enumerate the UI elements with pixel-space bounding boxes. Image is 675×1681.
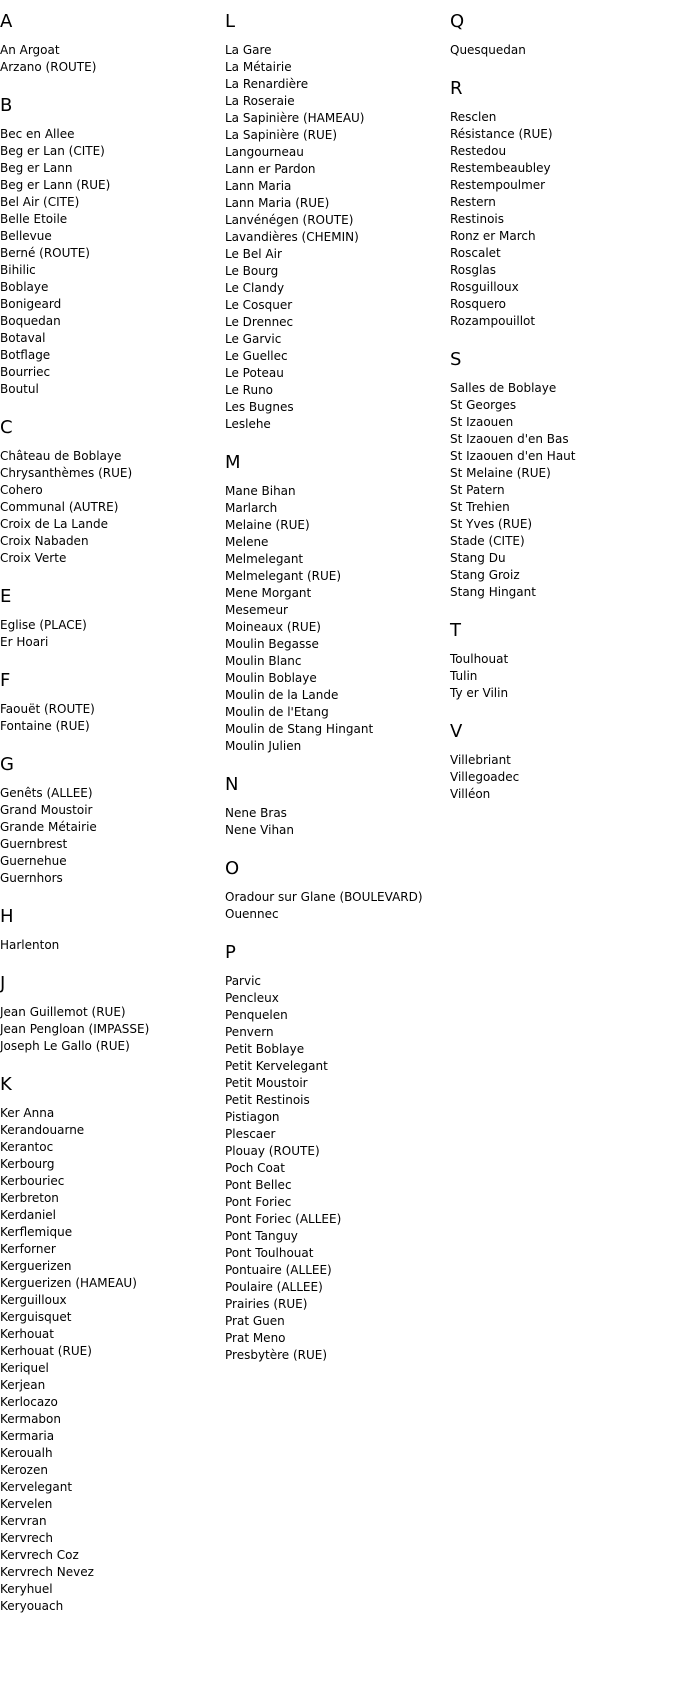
section-letter-heading: M xyxy=(225,452,241,473)
section-letter-heading: P xyxy=(225,942,236,963)
street-list-item[interactable]: Petit Moustoir xyxy=(225,1076,308,1090)
street-list-item[interactable]: Presbytère (RUE) xyxy=(225,1348,328,1362)
street-list-item[interactable]: La Sapinière (HAMEAU) xyxy=(225,111,365,125)
street-list xyxy=(450,752,670,803)
street-list xyxy=(0,126,220,398)
street-list-item[interactable]: Restern xyxy=(450,195,496,209)
street-list-item[interactable]: Salles de Boblaye xyxy=(450,381,557,395)
street-list-item[interactable]: La Sapinière (RUE) xyxy=(225,128,338,142)
street-list-item[interactable]: Kervrech Nevez xyxy=(0,1565,94,1579)
letter-section xyxy=(0,418,220,567)
street-list-item[interactable]: Croix Verte xyxy=(0,551,67,565)
street-list-item[interactable]: Rosguilloux xyxy=(450,280,519,294)
section-letter-heading: R xyxy=(450,78,463,99)
street-list-item[interactable]: Le Bourg xyxy=(225,264,279,278)
street-list-item[interactable]: Moulin Boblaye xyxy=(225,671,317,685)
street-list-item[interactable]: Boutul xyxy=(0,382,39,396)
street-list-item[interactable]: Quesquedan xyxy=(450,43,526,57)
section-letter-heading: J xyxy=(0,973,6,994)
street-list-item[interactable]: Boblaye xyxy=(0,280,49,294)
street-list-item[interactable]: Keryouach xyxy=(0,1599,64,1613)
street-list xyxy=(0,1004,220,1055)
street-list-item[interactable]: Pencleux xyxy=(225,991,279,1005)
letter-section xyxy=(225,775,445,839)
street-list-item[interactable]: Boquedan xyxy=(0,314,61,328)
street-list-item[interactable]: Le Bel Air xyxy=(225,247,282,261)
street-list-item[interactable]: Er Hoari xyxy=(0,635,49,649)
street-list-item[interactable]: Grand Moustoir xyxy=(0,803,93,817)
street-list-item[interactable]: Nene Bras xyxy=(225,806,287,820)
street-list-item[interactable]: Bec en Allee xyxy=(0,127,75,141)
street-list-item[interactable]: Fontaine (RUE) xyxy=(0,719,90,733)
section-letter-heading: H xyxy=(0,906,14,927)
street-list-item[interactable]: Bellevue xyxy=(0,229,52,243)
street-list-item[interactable]: Restedou xyxy=(450,144,507,158)
street-list-item[interactable]: Moineaux (RUE) xyxy=(225,620,321,634)
street-list-item[interactable]: Château de Boblaye xyxy=(0,449,122,463)
letter-section xyxy=(225,943,445,1364)
street-list-item[interactable]: Harlenton xyxy=(0,938,60,952)
street-list-item[interactable]: Ouennec xyxy=(225,907,279,921)
street-list xyxy=(225,889,445,923)
street-list-item[interactable]: Villebriant xyxy=(450,753,511,767)
street-list-item[interactable]: Poulaire (ALLEE) xyxy=(225,1280,323,1294)
street-list-item[interactable]: Plouay (ROUTE) xyxy=(225,1144,320,1158)
street-list-item[interactable]: Le Garvic xyxy=(225,332,282,346)
street-list-item[interactable]: Le Cosquer xyxy=(225,298,293,312)
street-list-item[interactable]: Guernehue xyxy=(0,854,67,868)
street-list-item[interactable]: Rosquero xyxy=(450,297,507,311)
street-list-item[interactable]: Beg er Lann xyxy=(0,161,73,175)
street-list xyxy=(225,42,445,433)
section-letter-heading: K xyxy=(0,1074,12,1095)
street-list-item[interactable]: Kerdaniel xyxy=(0,1208,57,1222)
street-list-item[interactable]: Botflage xyxy=(0,348,51,362)
street-list-item[interactable]: Prairies (RUE) xyxy=(225,1297,308,1311)
street-list-item[interactable]: Kerjean xyxy=(0,1378,46,1392)
street-list-item[interactable]: Keriquel xyxy=(0,1361,49,1375)
letter-section xyxy=(0,671,220,735)
section-letter-heading: O xyxy=(225,858,240,879)
letter-section xyxy=(0,96,220,398)
street-list-item[interactable]: Parvic xyxy=(225,974,262,988)
street-list-item[interactable]: Kerbourg xyxy=(0,1157,55,1171)
street-list-item[interactable]: Moulin Blanc xyxy=(225,654,302,668)
street-list xyxy=(450,380,670,601)
index-column-1 xyxy=(0,12,220,1635)
street-list-item[interactable]: Lann er Pardon xyxy=(225,162,316,176)
letter-section xyxy=(450,79,670,330)
street-list-item[interactable]: Le Clandy xyxy=(225,281,285,295)
street-list-item[interactable]: Pont Toulhouat xyxy=(225,1246,314,1260)
letter-section xyxy=(450,621,670,702)
street-list-item[interactable]: Kermaria xyxy=(0,1429,55,1443)
street-list-item[interactable]: Moulin de l'Etang xyxy=(225,705,329,719)
street-list-item[interactable]: Faouët (ROUTE) xyxy=(0,702,95,716)
letter-section xyxy=(225,453,445,755)
street-list-item[interactable]: St Melaine (RUE) xyxy=(450,466,551,480)
street-list-item[interactable]: Le Poteau xyxy=(225,366,284,380)
street-list-item[interactable]: Pont Foriec xyxy=(225,1195,292,1209)
letter-section xyxy=(0,907,220,954)
street-list-item[interactable]: Moulin Julien xyxy=(225,739,302,753)
street-list-item[interactable]: St Trehien xyxy=(450,500,510,514)
street-list xyxy=(0,785,220,887)
street-list-item[interactable]: Nene Vihan xyxy=(225,823,295,837)
street-list-item[interactable]: Kerguilloux xyxy=(0,1293,67,1307)
street-list-item[interactable]: Guernbrest xyxy=(0,837,68,851)
letter-section xyxy=(0,755,220,887)
street-list xyxy=(450,42,670,59)
street-list-item[interactable]: Kerozen xyxy=(0,1463,48,1477)
street-list-item[interactable]: Kerbouriec xyxy=(0,1174,65,1188)
street-list xyxy=(0,701,220,735)
street-list xyxy=(0,617,220,651)
section-letter-heading: T xyxy=(450,620,461,641)
street-list-item[interactable]: Melaine (RUE) xyxy=(225,518,310,532)
street-list-item[interactable]: Melene xyxy=(225,535,269,549)
street-list-item[interactable]: Oradour sur Glane (BOULEVARD) xyxy=(225,890,423,904)
street-list-item[interactable]: Croix Nabaden xyxy=(0,534,89,548)
street-list-item[interactable]: Botaval xyxy=(0,331,46,345)
street-list xyxy=(225,973,445,1364)
street-list-item[interactable]: Genêts (ALLEE) xyxy=(0,786,93,800)
letter-section xyxy=(225,859,445,923)
street-list-item[interactable]: Berné (ROUTE) xyxy=(0,246,90,260)
section-letter-heading: B xyxy=(0,95,13,116)
street-list-item[interactable]: St Izaouen d'en Haut xyxy=(450,449,576,463)
street-list-item[interactable]: Restempoulmer xyxy=(450,178,546,192)
letter-section xyxy=(0,12,220,76)
street-list-item[interactable]: Beg er Lan (CITE) xyxy=(0,144,105,158)
street-list xyxy=(450,651,670,702)
street-list-item[interactable]: Stang Groiz xyxy=(450,568,520,582)
street-list-item[interactable]: Bourriec xyxy=(0,365,51,379)
street-list-item[interactable]: Villegoadec xyxy=(450,770,520,784)
street-list-item[interactable]: Penquelen xyxy=(225,1008,288,1022)
street-list-item[interactable]: Lavandières (CHEMIN) xyxy=(225,230,359,244)
street-list xyxy=(225,483,445,755)
street-list-item[interactable]: Kerandouarne xyxy=(0,1123,85,1137)
street-list-item[interactable]: Rosglas xyxy=(450,263,496,277)
street-list xyxy=(225,805,445,839)
street-list-item[interactable]: Ker Anna xyxy=(0,1106,55,1120)
street-list xyxy=(450,109,670,330)
street-list-item[interactable]: Le Drennec xyxy=(225,315,294,329)
street-list-item[interactable]: Chrysanthèmes (RUE) xyxy=(0,466,133,480)
street-list-item[interactable]: Restinois xyxy=(450,212,505,226)
street-list-item[interactable]: Toulhouat xyxy=(450,652,509,666)
street-list xyxy=(0,448,220,567)
street-list-item[interactable]: St Yves (RUE) xyxy=(450,517,533,531)
street-list-item[interactable]: Beg er Lann (RUE) xyxy=(0,178,111,192)
street-list-item[interactable]: Resclen xyxy=(450,110,497,124)
section-letter-heading: A xyxy=(0,11,13,32)
street-list-item[interactable]: Villéon xyxy=(450,787,491,801)
street-list-item[interactable]: Plescaer xyxy=(225,1127,276,1141)
street-list-item[interactable]: Penvern xyxy=(225,1025,274,1039)
street-list-item[interactable]: Tulin xyxy=(450,669,478,683)
section-letter-heading: C xyxy=(0,417,13,438)
street-list xyxy=(0,42,220,76)
street-list-item[interactable]: Melmelegant (RUE) xyxy=(225,569,342,583)
street-list-item[interactable]: Melmelegant xyxy=(225,552,304,566)
street-list-item[interactable]: La Renardière xyxy=(225,77,309,91)
street-list-item[interactable]: Guernhors xyxy=(0,871,63,885)
letter-section xyxy=(450,350,670,601)
street-list-item[interactable]: Mene Morgant xyxy=(225,586,312,600)
street-list-item[interactable]: Jean Pengloan (IMPASSE) xyxy=(0,1022,150,1036)
street-list-item[interactable]: Kervelegant xyxy=(0,1480,73,1494)
street-list-item[interactable]: Kerhouat xyxy=(0,1327,54,1341)
street-list-item[interactable]: Les Bugnes xyxy=(225,400,294,414)
street-list-item[interactable]: St Izaouen xyxy=(450,415,514,429)
street-list-item[interactable]: Moulin de Stang Hingant xyxy=(225,722,374,736)
street-list-item[interactable]: Kervran xyxy=(0,1514,47,1528)
street-list-item[interactable]: Langourneau xyxy=(225,145,304,159)
street-list-item[interactable]: Petit Boblaye xyxy=(225,1042,305,1056)
letter-section xyxy=(450,12,670,59)
street-list-item[interactable]: Rozampouillot xyxy=(450,314,536,328)
section-letter-heading: V xyxy=(450,721,463,742)
street-list-item[interactable]: Pontuaire (ALLEE) xyxy=(225,1263,332,1277)
street-list-item[interactable]: Jean Guillemot (RUE) xyxy=(0,1005,126,1019)
street-list-item[interactable]: Kervelen xyxy=(0,1497,53,1511)
street-list-item[interactable]: Eglise (PLACE) xyxy=(0,618,87,632)
street-list-item[interactable]: Moulin de la Lande xyxy=(225,688,339,702)
street-list xyxy=(0,937,220,954)
street-list-item[interactable]: Kerbreton xyxy=(0,1191,59,1205)
street-list-item[interactable]: Ty er Vilin xyxy=(450,686,509,700)
section-letter-heading: L xyxy=(225,11,236,32)
street-list-item[interactable]: Cohero xyxy=(0,483,43,497)
street-list-item[interactable]: Belle Etoile xyxy=(0,212,68,226)
section-letter-heading: S xyxy=(450,349,462,370)
street-list-item[interactable]: Mane Bihan xyxy=(225,484,296,498)
street-list-item[interactable]: Stang Hingant xyxy=(450,585,536,599)
street-list-item[interactable]: Kerlocazo xyxy=(0,1395,58,1409)
street-list-item[interactable]: Pont Foriec (ALLEE) xyxy=(225,1212,342,1226)
street-list-item[interactable]: Kerflemique xyxy=(0,1225,73,1239)
street-list-item[interactable]: Restembeaubley xyxy=(450,161,551,175)
street-list-item[interactable]: Kerguerizen xyxy=(0,1259,72,1273)
index-column-2 xyxy=(225,12,445,1384)
street-list-item[interactable]: Keroualh xyxy=(0,1446,53,1460)
street-list-item[interactable]: Bihilic xyxy=(0,263,36,277)
street-list-item[interactable]: Mesemeur xyxy=(225,603,288,617)
street-list-item[interactable]: Lanvénégen (ROUTE) xyxy=(225,213,354,227)
street-list-item[interactable]: Kervrech Coz xyxy=(0,1548,79,1562)
street-list-item[interactable]: La Métairie xyxy=(225,60,292,74)
street-list-item[interactable]: Pont Tanguy xyxy=(225,1229,298,1243)
street-list-item[interactable]: Kerguerizen (HAMEAU) xyxy=(0,1276,137,1290)
street-list-item[interactable]: Prat Meno xyxy=(225,1331,286,1345)
street-list-item[interactable]: Leslehe xyxy=(225,417,271,431)
street-list-item[interactable]: Kerguisquet xyxy=(0,1310,72,1324)
street-list-item[interactable]: Lann Maria xyxy=(225,179,292,193)
index-column-3 xyxy=(450,12,670,823)
section-letter-heading: G xyxy=(0,754,14,775)
street-list-item[interactable]: Résistance (RUE) xyxy=(450,127,553,141)
letter-section xyxy=(0,587,220,651)
street-list-item[interactable]: Le Guellec xyxy=(225,349,288,363)
street-list-item[interactable]: Grande Métairie xyxy=(0,820,97,834)
street-list-item[interactable]: Croix de La Lande xyxy=(0,517,108,531)
street-list-item[interactable]: Kerforner xyxy=(0,1242,56,1256)
street-list-item[interactable]: Keryhuel xyxy=(0,1582,53,1596)
street-list-item[interactable]: Bel Air (CITE) xyxy=(0,195,80,209)
street-list-item[interactable]: Kervrech xyxy=(0,1531,53,1545)
street-list-item[interactable]: Prat Guen xyxy=(225,1314,285,1328)
street-list-item[interactable]: St Izaouen d'en Bas xyxy=(450,432,569,446)
street-list-item[interactable]: Marlarch xyxy=(225,501,278,515)
street-list-item[interactable]: Lann Maria (RUE) xyxy=(225,196,330,210)
street-list-item[interactable]: Kerantoc xyxy=(0,1140,54,1154)
street-list-item[interactable]: La Roseraie xyxy=(225,94,295,108)
section-letter-heading: F xyxy=(0,670,11,691)
street-list xyxy=(0,1105,220,1615)
street-list-item[interactable]: Kerhouat (RUE) xyxy=(0,1344,92,1358)
street-list-item[interactable]: Le Runo xyxy=(225,383,274,397)
street-list-item[interactable]: Kermabon xyxy=(0,1412,61,1426)
street-list-item[interactable]: Stade (CITE) xyxy=(450,534,525,548)
street-list-item[interactable]: Moulin Begasse xyxy=(225,637,319,651)
street-list-item[interactable]: Joseph Le Gallo (RUE) xyxy=(0,1039,130,1053)
street-list-item[interactable]: St Georges xyxy=(450,398,517,412)
street-list-item[interactable]: La Gare xyxy=(225,43,272,57)
street-list-item[interactable]: Petit Restinois xyxy=(225,1093,310,1107)
letter-section xyxy=(225,12,445,433)
street-list-item[interactable]: Communal (AUTRE) xyxy=(0,500,119,514)
section-letter-heading: Q xyxy=(450,11,465,32)
street-list-item[interactable]: Pistiagon xyxy=(225,1110,280,1124)
section-letter-heading: E xyxy=(0,586,12,607)
street-list-item[interactable]: Ronz er March xyxy=(450,229,536,243)
letter-section xyxy=(0,1075,220,1615)
street-list-item[interactable]: An Argoat xyxy=(0,43,60,57)
letter-section xyxy=(450,722,670,803)
street-list-item[interactable]: Roscalet xyxy=(450,246,501,260)
street-list-item[interactable]: St Patern xyxy=(450,483,505,497)
street-list-item[interactable]: Bonigeard xyxy=(0,297,62,311)
street-list-item[interactable]: Petit Kervelegant xyxy=(225,1059,328,1073)
street-list-item[interactable]: Stang Du xyxy=(450,551,506,565)
street-list-item[interactable]: Arzano (ROUTE) xyxy=(0,60,97,74)
section-letter-heading: N xyxy=(225,774,239,795)
street-list-item[interactable]: Pont Bellec xyxy=(225,1178,292,1192)
street-list-item[interactable]: Poch Coat xyxy=(225,1161,285,1175)
letter-section xyxy=(0,974,220,1055)
